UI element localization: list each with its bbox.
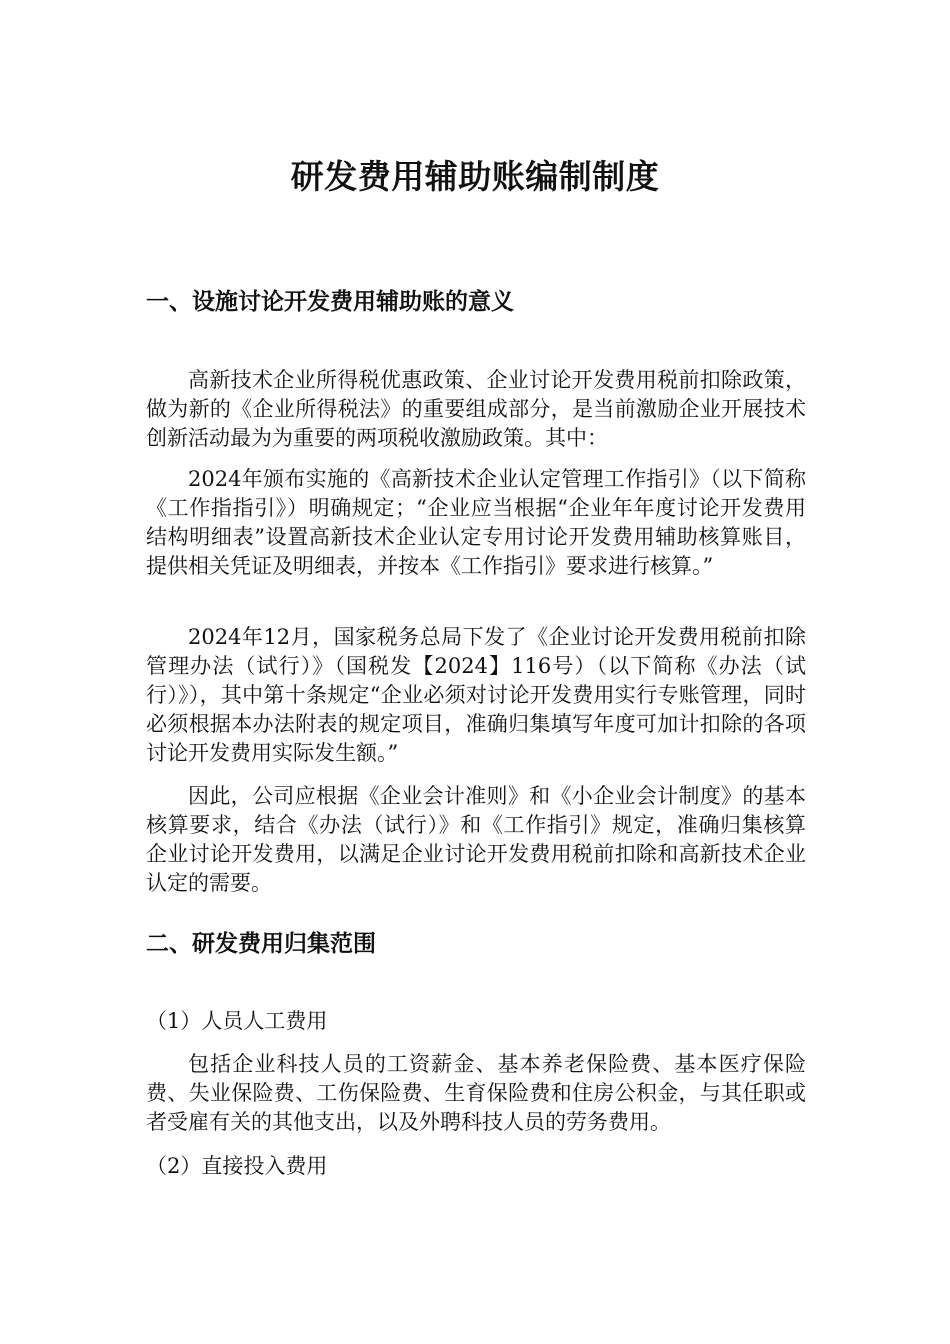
section-heading-2: 二、研发费用归集范围 (146, 931, 376, 957)
document-title: 研发费用辅助账编制制度 (290, 157, 660, 196)
paragraph: 高新技术企业所得税优惠政策、企业讨论开发费用税前扣除政策，做为新的《企业所得税法》的重要组成部分，是当前激励企业开展技术创新活动最为为重要的两项税收激励政策。其中： (146, 368, 806, 450)
paragraph: 2024年12月，国家税务总局下发了《企业讨论开发费用税前扣除管理办法（试行）》（国税发【2024】116号）（以下简称《办法（试行）》），其中第十条规定“企业必须对讨论开发费用实行专账管理，同时必须根据本办法附表的规定项目，准确归集填写年度可加计扣除的各项讨论开发费用实际发生额。” (146, 625, 806, 765)
paragraph: 包括企业科技人员的工资薪金、基本养老保险费、基本医疗保险费、失业保险费、工伤保险费、生育保险费和住房公积金，与其任职或者受雇有关的其他支出，以及外聘科技人员的劳务费用。 (146, 1052, 806, 1134)
list-item-label: （2）直接投入费用 (146, 1154, 328, 1178)
paragraph: 2024年颁布实施的《高新技术企业认定管理工作指引》（以下简称《工作指指引》）明确规定；“企业应当根据“企业年年度讨论开发费用结构明细表”设置高新技术企业认定专用讨论开发费用辅助核算账目，提供相关凭证及明细表，并按本《工作指引》要求进行核算。” (146, 467, 806, 578)
paragraph: 因此，公司应根据《企业会计准则》和《小企业会计制度》的基本核算要求，结合《办法（试行）》和《工作指引》规定，准确归集核算企业讨论开发费用，以满足企业讨论开发费用税前扣除和高新技术企业认定的需要。 (146, 784, 806, 895)
section-heading-1: 一、设施讨论开发费用辅助账的意义 (146, 289, 514, 315)
list-item-label: （1）人员人工费用 (146, 1009, 328, 1033)
